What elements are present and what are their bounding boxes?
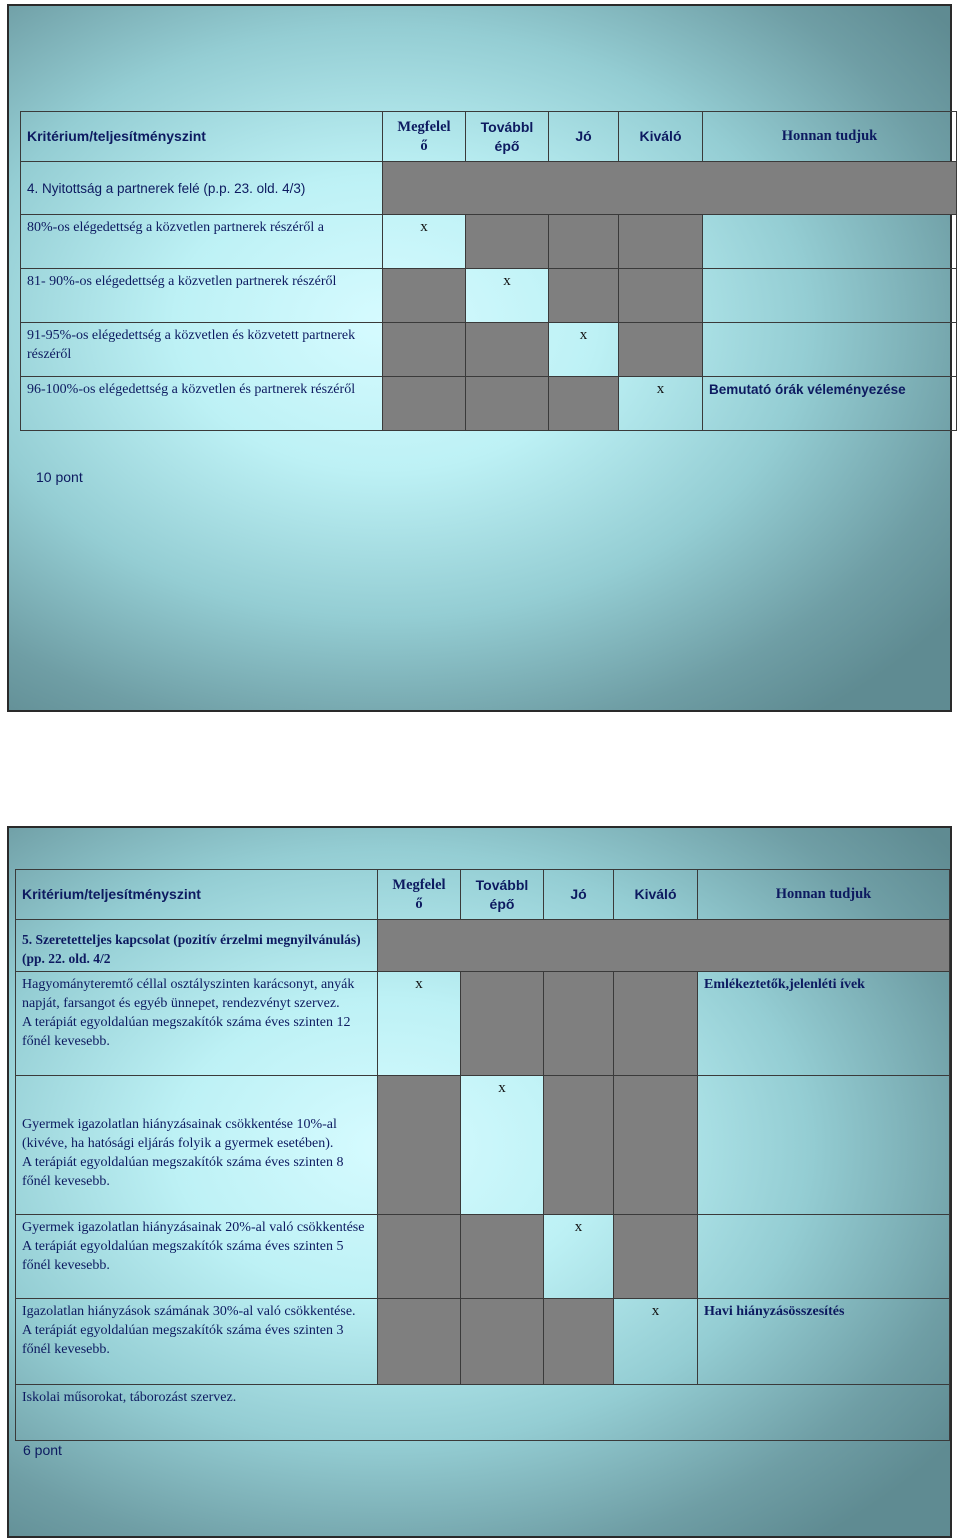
empty-cell: [466, 323, 549, 377]
mark-row-2: x: [461, 1076, 544, 1215]
source-row-2: [698, 1076, 950, 1215]
empty-cell: [614, 1076, 698, 1215]
empty-cell: [466, 215, 549, 269]
header-tovabblepo-line2: épő: [489, 895, 515, 912]
header-megfelelo-line2: ő: [415, 895, 423, 912]
empty-cell: [461, 1215, 544, 1299]
empty-cell: [461, 1299, 544, 1385]
header-kivalo: Kiváló: [614, 870, 698, 920]
criteria-table-1: [20, 111, 957, 431]
empty-cell: [549, 377, 619, 431]
empty-cell: [544, 1076, 614, 1215]
source-row-1: [703, 215, 957, 269]
header-kivalo: Kiváló: [619, 112, 703, 162]
empty-cell: [378, 1076, 461, 1215]
empty-cell: [378, 1215, 461, 1299]
empty-cell: [466, 377, 549, 431]
source-row-3: [703, 323, 957, 377]
header-megfelelo: [378, 870, 461, 920]
criterion-row-4: 96-100%-os elégedettség a közvetlen és partnerek részéről: [21, 377, 383, 431]
section-title-filler: [383, 162, 957, 215]
header-megfelelo-line2: ő: [420, 137, 428, 154]
points-label: 10 pont: [36, 469, 83, 485]
source-row-1: Emlékeztetők,jelenléti ívek: [698, 972, 950, 1076]
header-tovabblepo: [466, 112, 549, 162]
mark-row-3: x: [544, 1215, 614, 1299]
header-jo: Jó: [549, 112, 619, 162]
criterion-row-3: 91-95%-os elégedettség a közvetlen és közvetett partnerek részéről: [21, 323, 383, 377]
criterion-row-1-text: A terápiát egyoldalúan megszakítók száma éves szinten 12 főnél kevesebb.: [22, 1015, 351, 1049]
empty-cell: [383, 269, 466, 323]
slide-nyitottsag: [7, 4, 952, 712]
header-tovabblepo: [461, 870, 544, 920]
criterion-row-4-text: A terápiát egyoldalúan megszakítók száma éves szinten 3 főnél kevesebb.: [22, 1323, 344, 1357]
header-megfelelo-line1: Megfelel: [397, 118, 451, 135]
header-criterion: Kritérium/teljesítményszint: [16, 870, 378, 920]
criterion-row-2-text: Gyermek igazolatlan hiányzásainak csökkentése 10%-al (kivéve, ha hatósági eljárás folyik a gyermek esetében).: [22, 1117, 337, 1151]
header-tovabblepo-line1: Továbbl: [475, 876, 529, 893]
source-row-3: [698, 1215, 950, 1299]
empty-cell: [549, 269, 619, 323]
criterion-row-5-text: Iskolai műsorokat, táborozást szervez.: [22, 1390, 237, 1405]
points-label: 6 pont: [23, 1442, 62, 1458]
header-tovabblepo-line1: Továbbl: [480, 118, 534, 135]
empty-cell: [614, 1215, 698, 1299]
source-row-4: Havi hiányzásösszesítés: [698, 1299, 950, 1385]
criterion-row-4-text: Igazolatlan hiányzások számának 30%-al való csökkentése.: [22, 1304, 356, 1319]
header-megfelelo: [383, 112, 466, 162]
mark-row-4: x: [619, 377, 703, 431]
empty-cell: [619, 215, 703, 269]
section-title: 4. Nyitottság a partnerek felé (p.p. 23. old. 4/3): [21, 162, 383, 215]
criterion-row-3-text: A terápiát egyoldalúan megszakítók száma éves szinten 5 főnél kevesebb.: [22, 1239, 344, 1273]
empty-cell: [614, 972, 698, 1076]
header-tovabblepo-line2: épő: [494, 137, 520, 154]
criterion-row-2-text: A terápiát egyoldalúan megszakítók száma éves szinten 8 főnél kevesebb.: [22, 1155, 344, 1189]
criterion-row-3: [16, 1215, 378, 1299]
empty-cell: [383, 323, 466, 377]
criterion-row-1-text: Hagyományteremtő céllal osztályszinten karácsonyt, anyák napját, farsangot és egyéb ünnepet, rendezvényt szervez.: [22, 977, 355, 1011]
header-megfelelo-line1: Megfelel: [392, 876, 446, 893]
mark-row-3: x: [549, 323, 619, 377]
criteria-table-2: [15, 869, 950, 1441]
empty-cell: [544, 972, 614, 1076]
slide-szeretetteljes-kapcsolat: [7, 826, 952, 1538]
mark-row-4: x: [614, 1299, 698, 1385]
header-honnan-tudjuk: Honnan tudjuk: [698, 870, 950, 920]
header-criterion: Kritérium/teljesítményszint: [21, 112, 383, 162]
mark-row-1: x: [378, 972, 461, 1076]
mark-row-2: x: [466, 269, 549, 323]
empty-cell: [383, 377, 466, 431]
mark-row-1: x: [383, 215, 466, 269]
header-honnan-tudjuk: Honnan tudjuk: [703, 112, 957, 162]
empty-cell: [549, 215, 619, 269]
section-title: 5. Szeretetteljes kapcsolat (pozitív érzelmi megnyilvánulás) (pp. 22. old. 4/2: [16, 920, 378, 972]
criterion-row-3-text: Gyermek igazolatlan hiányzásainak 20%-al való csökkentése: [22, 1220, 365, 1235]
source-row-2: [703, 269, 957, 323]
source-row-4: Bemutató órák véleményezése: [703, 377, 957, 431]
empty-cell: [619, 323, 703, 377]
section-title-filler: [378, 920, 950, 972]
criterion-row-5: [16, 1385, 950, 1441]
criterion-row-4: [16, 1299, 378, 1385]
criterion-row-2: 81- 90%-os elégedettség a közvetlen partnerek részéről: [21, 269, 383, 323]
empty-cell: [461, 972, 544, 1076]
criterion-row-2: [16, 1076, 378, 1215]
criterion-row-1: [16, 972, 378, 1076]
empty-cell: [544, 1299, 614, 1385]
empty-cell: [619, 269, 703, 323]
empty-cell: [378, 1299, 461, 1385]
criterion-row-1: 80%-os elégedettség a közvetlen partnerek részéről a: [21, 215, 383, 269]
header-jo: Jó: [544, 870, 614, 920]
